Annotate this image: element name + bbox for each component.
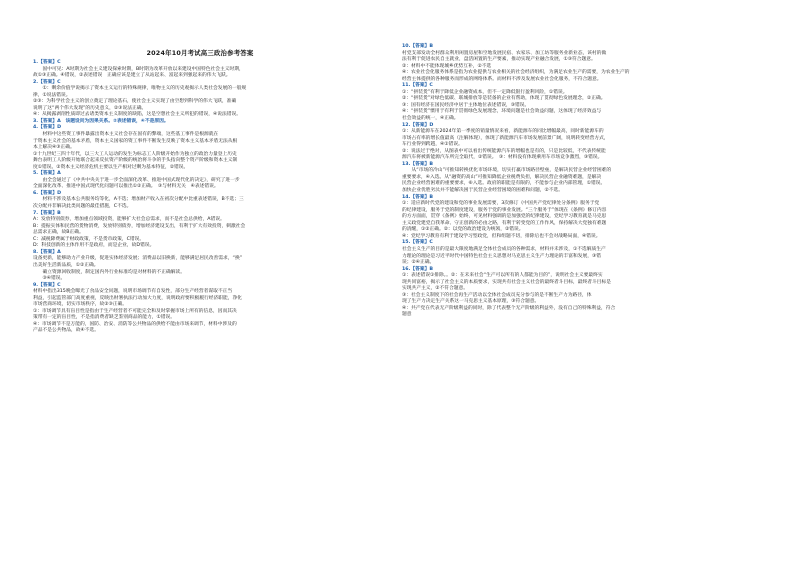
explanation-line: 材料中这些资工事件暴露出资本主义社会存在固有的弊端，这些基工事件是根源就在 (33, 132, 219, 138)
explanation-line: ②③：为科学社会主义的创立奠定了理论基石，使社会主义实现了由空想到科学的伟大飞跃，准确 (33, 99, 237, 105)
right-column (402, 44, 768, 319)
explanation-line: ①：市场调节具有盲目性是指由于生产经营者不可能完全和及时掌握市场上所有的信息，因而其决 (33, 308, 237, 314)
explanation-line: 的纪律建设，服务于党的制度建设，服务于党的事业发展。“三个服务于”体现在《条例》修订内容 (402, 207, 607, 213)
explanation-line: 本上解决④③正确。 (33, 145, 75, 151)
explanation-line: B：提振实体和民营的货物消费，发放特别债券，增加经济建设支出，有利于扩大有效投资，刺激社会 (33, 223, 246, 229)
explanation-line: 材料中指出315晚会曝光了食品安全问题，说明市场调节有自发性，部分生产经营者谋取不正当 (33, 289, 233, 295)
answer-header: 6.【答案】D (33, 190, 62, 196)
answer-header: 15.【答案】C (402, 240, 433, 246)
explanation-line: ②：“拼装货”对绿色低碳、联城排放等是装备的企业有帮助，体现了贯彻绿色发展理念，②正确。 (402, 96, 606, 102)
explanation-line: 确立资源回收制度，制定国内外行业标准均是对材料的不正确解读。 (33, 269, 186, 275)
explanation-line: 误；②④正确。 (402, 260, 435, 266)
explanation-line: D：科技创新的主体作用不是政府，而是企业，故D错误。 (33, 243, 155, 249)
explanation-line: ②：说法过于绝对，从图表中可以看出传统能源汽车的增幅也是有的，只是比较低，不代表传统能 (402, 148, 606, 154)
explanation-line: 主义政党建党自我革命、守正创新的必由之路，有利于转变党的工作作风，保持解决大党独有难题 (402, 220, 607, 226)
answer-item (402, 240, 768, 266)
answer-item (402, 267, 768, 319)
explanation-line: 固中可见：A时期为社会主义建设探索时期，B时期为改革开放以来建设中国特色社会主义时期， (33, 66, 244, 72)
explanation-line: 律，①说法错误。 (33, 92, 71, 98)
explanation-line: 材料不涉及基本公共服务均等化，A不选；增加财产收入在初次分配中比重表述错误，B不选；三 (33, 197, 244, 203)
explanation-line: 重要要求，④入选。从“融资的高山”可推知降低企业税费负担，解决民营企业融资难题，是解决 (402, 174, 602, 180)
explanation-line: ③④错误。 (33, 276, 66, 282)
left-column (33, 60, 393, 335)
explanation-line: 村党支部发动全村群众利用闲置房屋和空地发展民宿、农家乐、加工坊等服务业新业态，该村的做 (402, 50, 607, 56)
answer-item (402, 83, 768, 122)
explanation-line: 力理论的理论是习近平时代中国特色社会主义思想对马克思主义生产力理论的丰富和发展，③错 (402, 253, 602, 259)
answer-item (33, 211, 393, 250)
explanation-line: 舞台表明工人阶级开始联合起来反抗资产阶级的统治将斗争的手头指向整个资产阶级和资本主义制 (33, 158, 238, 164)
explanation-line: 度①错误。②资本主义经济危机主要以生产相对过剩为基本特征，②错误。 (33, 164, 189, 170)
explanation-line: 社会主义生产的目的是最大限度地满足全体社会成员的各种需求，材料并未涉及，①不选解质生产 (402, 246, 606, 252)
explanation-line: 于资本主义社会的基本矛盾，资本主义国家的资工事件不断发生反映了资本主义基本矛盾无法从根 (33, 138, 238, 144)
explanation-line: 总需求正确，故B正确。 (33, 230, 84, 236)
explanation-line: ①：适应新时代党的建设和党的事业发展需要，3次修订《中国共产党纪律处分条例》服务于党 (402, 201, 600, 207)
explanation-line: 加快企业优胜劣汰并不能解决困于民营企业经营困境的困难和问题，②不选。 (402, 188, 564, 194)
answer-item (33, 171, 393, 191)
explanation-line: ③：国有经济在国民经济中居于主体地位表述错误，③错误。 (402, 102, 530, 108)
explanation-line: 故①③正确。④错误，②表述错误 正确应该是建立了从站起来、富起来到强起来的伟大飞跃。 (33, 73, 231, 79)
answer-item (33, 283, 393, 335)
answer-item (33, 80, 393, 119)
explanation-line: 产品不是公共物品，故④不选。 (33, 328, 100, 334)
explanation-line: 策带有一定的盲目性，不是指消费者缺乏鉴别商品的能力，①错误。 (33, 315, 176, 321)
explanation-line: ④：“拼装货”惯用于有利于贯彻绿色发展理念，环境问题是社会效益问题，这体现了经济效益与 (402, 109, 602, 115)
explanation-line: 由全会通过了《中共中央关于进一步全面深化改革、推进中国式现代化的决定》，研究了进一步 (33, 177, 240, 183)
explanation-line: 次分配并非解决此类问题的最佳措施，C不选。 (33, 204, 132, 210)
answer-item (402, 44, 768, 83)
answer-header: 14.【答案】B (402, 194, 434, 200)
explanation-line: 车行业得到跨越，④①错误。 (402, 142, 463, 148)
explanation-line: 社会效益的统一，④正确。 (402, 116, 459, 122)
answer-header: 8.【答案】A (33, 249, 61, 255)
explanation-line: 现了生产力决定生产关系这一马克思主义基本原理，③符合题意。 (402, 299, 540, 305)
explanation-line: 说明了这“两个伟大发现”的历史意义，②③说法正确。 (33, 105, 147, 111)
answer-header: 12.【答案】D (402, 122, 434, 128)
explanation-line: 从“市场的冷山”可推知转换优化市场环境，切实打赢市场路径壁垒，是解决民营企业经营困难的 (402, 168, 612, 174)
answer-header: 16.【答案】B (402, 266, 434, 272)
explanation-line: 的清醒，①②正确。②：以党的政治建设为统领，②错误。 (402, 227, 524, 233)
explanation-line: 法有利于促进农民自主就业，盘活闲置的生产要素，推动实现产业融合发展，①③符合题意。 (402, 57, 596, 63)
answer-header: 5.【答案】A (33, 171, 61, 177)
explanation-line: ①：表述错误①排除。。②：在未来社会“生产可以所有的人都能为目的”，说明社会主义要最终实 (402, 273, 603, 279)
answer-header: 13.【答案】B (402, 161, 434, 167)
answer-item (402, 162, 768, 195)
explanation-line: 题意 (402, 312, 412, 318)
explanation-line: A：发放特别债券，增加重点领域投资，能够扩大社会总需求，而不是社会总供给，A错误。 (33, 217, 225, 223)
answer-item (402, 123, 768, 162)
explanation-line: 现共同富裕，揭示了社会主义的本质要求，实现共有社会主义社会的最终者斗目标，最终者斗目标是 (402, 279, 612, 285)
answer-item (402, 195, 768, 241)
explanation-line: ②：材料中不能体现城乡优势互补，②不选 (402, 63, 492, 69)
answer-header: 9.【答案】C (33, 282, 61, 288)
explanation-line: 出美好生活新品质，①②正确。 (33, 262, 99, 268)
explanation-line: ③：社会主义制度下的社会再生产活动以全体社会成员充分参与的是不断生产力为路径，体 (402, 292, 592, 298)
answer-header: 7.【答案】B (33, 210, 61, 216)
answer-header: 3.【答案】A 该题设问为因果关系。②表述错误，④不是原因。 (33, 118, 169, 124)
answer-item (33, 60, 393, 80)
answer-item (33, 191, 393, 211)
explanation-line: 市场占有率的增长值最高（注解体现），体现了新能源汽车市场发展前景广阔，说明转变经营方式， (402, 135, 609, 141)
explanation-line: ④：市场调节不是万能的，国防、治安、消防等公共物品的供给不能由市场来调节，材料中涉及的 (33, 321, 237, 327)
answer-header: 4.【答案】D (33, 125, 62, 131)
explanation-line: ④：从揭露剥削性质即过去诸类资本主义制度的缺陷，这是空想社会主义所犯的错误，④说法错误。 (33, 112, 242, 118)
page-title: 2024年10月考试高三政治参考答案 (146, 49, 254, 57)
explanation-line: ①十九世纪三四十年代，以三大工人运动的发生为标志工人阶级开始作为独立的政治力量登上历史 (33, 151, 237, 157)
answer-header: 2.【答案】C (33, 79, 61, 85)
explanation-line: 设备更新，能够助力产业升级，促进实体经济发展；消费品以旧换新，能够满足居民改善需求，“换” (33, 256, 243, 262)
explanation-line: 市场营商环境，切实市场秩序，故②③正确。 (33, 302, 128, 308)
explanation-line: ④：党纪学习教育有利于建设学习型政党，但和组题不切，排除后也不会对战略局面，④错误。 (402, 233, 601, 239)
explanation-line: 源汽车将被新能源汽车所完全取代，②错误。 ③：材料没有体现乘用车市场竞争激烈，③错误。 (402, 155, 603, 161)
answer-header: 1.【答案】C (33, 60, 61, 65)
explanation-line: 的方方面面，贯穿《条例》始终，可见材料强调的是加强党的纪律建设，党纪学习教育就是马克思 (402, 214, 607, 220)
explanation-line: 利益，引起监管部门高度重视，反映出财署执法行动加大力度，说明政府要积极履行经济职能，净化 (33, 295, 243, 301)
answer-item (33, 125, 393, 171)
explanation-line: 经营主体提供的各种服务而形成的网络体系。而材料不涉及发展农业社会化服务，不符合题意。 (402, 76, 602, 82)
explanation-line: ④：农业社会化服务体系是指为农业提供与农业相关的社会经济组织，为满足农业生产的需要，为农业生产的 (402, 70, 630, 76)
answer-header: 11.【答案】C (402, 83, 433, 89)
explanation-line: 民营企业经营困难的重要要求，⑥入选。政府的职能是有限的，不能参与企业内部管理，①错误。 (402, 181, 606, 187)
explanation-line: C：减税降费属于财政政策，不是货币政策，C错误。 (33, 236, 145, 242)
explanation-line: 实现共产主义，②不符合题意。 (402, 286, 469, 292)
explanation-line: ①：剩余价值学说揭示了资本主义运行的特殊规律，唯物主义的历史观揭示人类社会发展的一般规 (33, 86, 247, 92)
explanation-line: ①：从新能源车在2024年第一季度的销量情况来看，新能源车的同比增幅最高，同时新能源车的 (402, 129, 604, 135)
explanation-line: 全面深化改革、推进中国式现代化问题可以推出①②正确。 ③与材料无关 ④表述错误。 (33, 184, 219, 190)
answer-item (33, 250, 393, 283)
answer-header: 10.【答案】B (402, 44, 434, 49)
explanation-line: ④：共产党在代表无产阶级利益的同时，除了代表整个无产阶级的利益外，没有自己的特殊利益，符合 (402, 305, 616, 311)
explanation-line: ①：“拼装货”有利于降低企业融资成本，但不一定降低银行盈利风险，①错误。 (402, 89, 568, 95)
